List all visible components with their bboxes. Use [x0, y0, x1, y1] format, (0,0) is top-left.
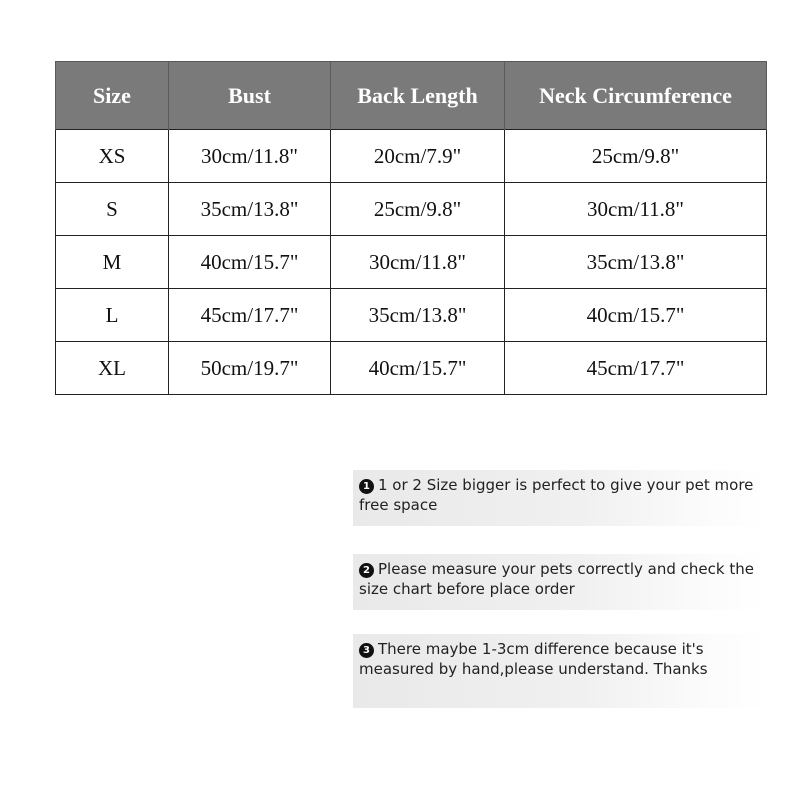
header-back-length: Back Length — [331, 62, 505, 130]
table-row — [56, 130, 767, 183]
note-item — [353, 634, 765, 708]
table-row — [56, 342, 767, 395]
table-header-row — [56, 62, 767, 130]
cell-neck: 25cm/9.8" — [505, 130, 767, 183]
cell-size: XS — [56, 130, 169, 183]
note-item — [353, 554, 765, 610]
cell-back-length: 35cm/13.8" — [331, 289, 505, 342]
cell-back-length: 40cm/15.7" — [331, 342, 505, 395]
cell-bust: 50cm/19.7" — [169, 342, 331, 395]
cell-back-length: 25cm/9.8" — [331, 183, 505, 236]
cell-bust: 30cm/11.8" — [169, 130, 331, 183]
cell-neck: 45cm/17.7" — [505, 342, 767, 395]
note-text: There maybe 1-3cm difference because it's measured by hand,please understand. Thanks — [359, 640, 708, 678]
cell-bust: 45cm/17.7" — [169, 289, 331, 342]
note-item — [353, 470, 765, 526]
cell-size: L — [56, 289, 169, 342]
header-neck-circumference: Neck Circumference — [505, 62, 767, 130]
cell-back-length: 30cm/11.8" — [331, 236, 505, 289]
number-3-icon: 3 — [359, 643, 374, 658]
number-1-icon: 1 — [359, 479, 374, 494]
table-row — [56, 236, 767, 289]
table-row — [56, 183, 767, 236]
header-bust: Bust — [169, 62, 331, 130]
size-chart-table — [55, 61, 767, 395]
cell-neck: 35cm/13.8" — [505, 236, 767, 289]
cell-size: M — [56, 236, 169, 289]
number-2-icon: 2 — [359, 563, 374, 578]
header-size: Size — [56, 62, 169, 130]
cell-bust: 40cm/15.7" — [169, 236, 331, 289]
cell-neck: 30cm/11.8" — [505, 183, 767, 236]
cell-back-length: 20cm/7.9" — [331, 130, 505, 183]
note-text: 1 or 2 Size bigger is perfect to give your pet more free space — [359, 476, 754, 514]
note-text: Please measure your pets correctly and check the size chart before place order — [359, 560, 754, 598]
cell-size: S — [56, 183, 169, 236]
cell-neck: 40cm/15.7" — [505, 289, 767, 342]
cell-bust: 35cm/13.8" — [169, 183, 331, 236]
table-row — [56, 289, 767, 342]
cell-size: XL — [56, 342, 169, 395]
